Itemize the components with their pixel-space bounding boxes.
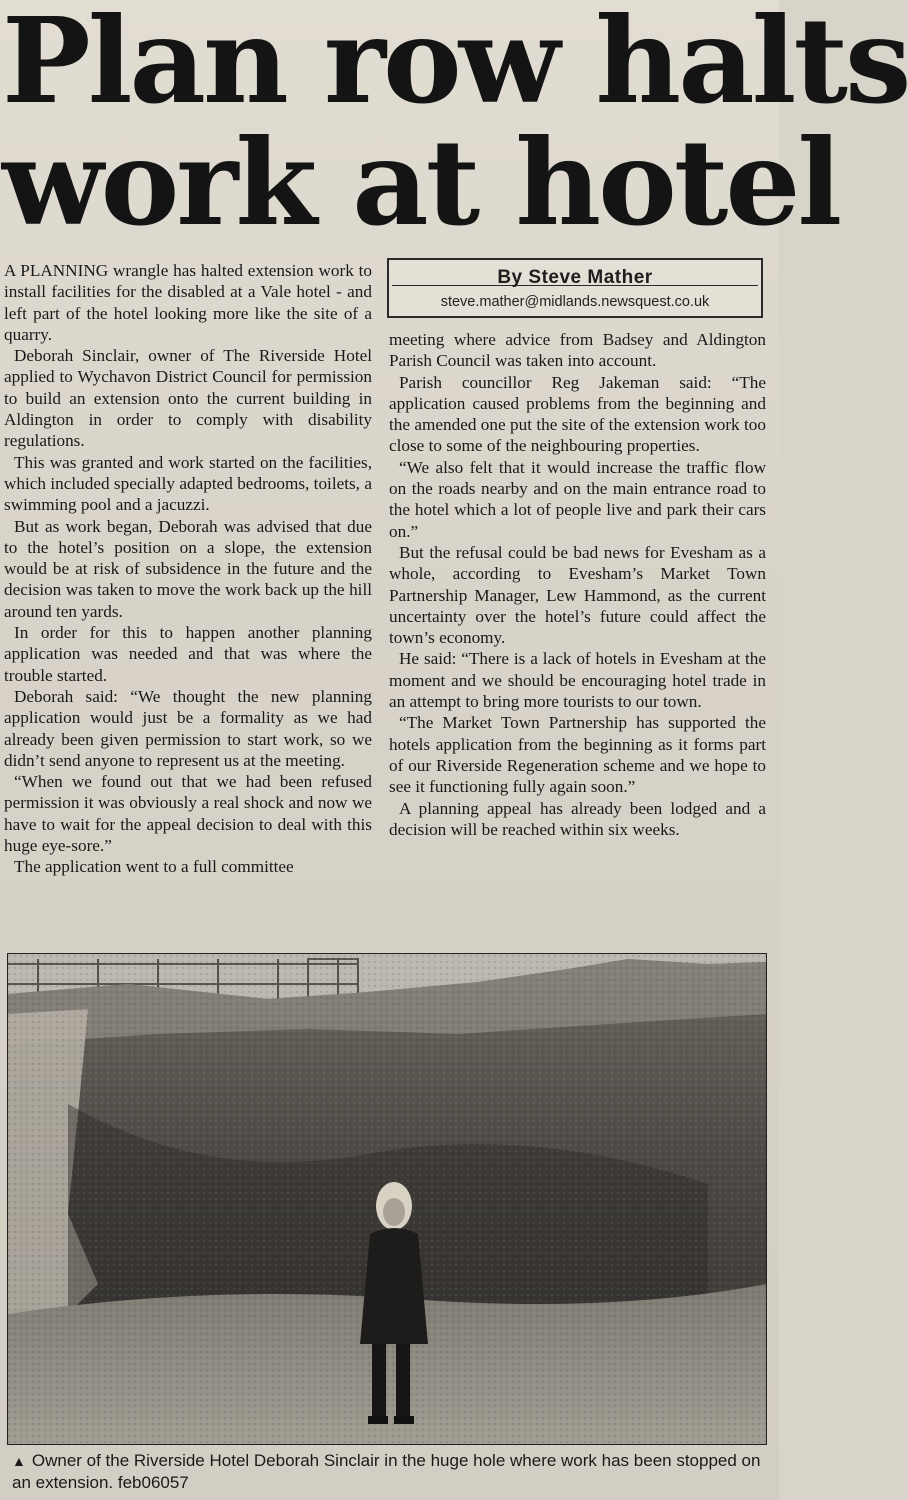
headline: [0, 0, 908, 252]
paragraph: “We also felt that it would increase the traffic flow on the roads nearby and on the main entrance road to the hotel which a lot of people live and park their cars on.”: [389, 457, 766, 541]
paragraph: “The Market Town Partnership has supported the hotels application from the beginning as it forms part of our Riverside Regeneration scheme and we hope to see it functioning fully again soon.”: [389, 713, 766, 797]
article-photo: [7, 953, 767, 1445]
byline-email: steve.mather@midlands.newsquest.co.uk: [440, 294, 710, 310]
paragraph: A planning appeal has already been lodged and a decision will be reached within six weeks.: [389, 798, 766, 839]
article-column-right: [389, 329, 766, 840]
byline-name: By Steve Mather: [497, 267, 653, 288]
paragraph: “When we found out that we had been refused permission it was obviously a real shock and now we have to wait for the appeal decision to deal with this huge eye-sore.”: [4, 772, 372, 856]
triangle-marker-icon: ▲: [12, 1453, 26, 1469]
paragraph: But the refusal could be bad news for Evesham as a whole, according to Evesham’s Market Town Partnership Manager, Lew Hammond, as the current uncertainty over the hotel’s future could affect the town’s economy.: [389, 542, 766, 648]
article-column-left: [4, 260, 372, 878]
byline-box: [387, 258, 763, 318]
headline-line-1: Plan row halts: [2, 0, 908, 130]
headline-line-2: work at hotel: [2, 113, 840, 252]
paragraph: Parish councillor Reg Jakeman said: “The application caused problems from the beginning and the amended one put the site of the extension work too close to some of the neighbouring properties.: [389, 372, 766, 456]
paragraph: This was granted and work started on the facilities, which included specially adapted bedrooms, toilets, a swimming pool and a jacuzzi.: [4, 452, 372, 515]
paragraph: He said: “There is a lack of hotels in Evesham at the moment and we should be encouraging hotel trade in an attempt to bring more tourists to our town.: [389, 649, 766, 712]
paragraph: meeting where advice from Badsey and Aldington Parish Council was taken into account.: [389, 330, 766, 371]
photo-caption: [12, 1450, 777, 1493]
paragraph: The application went to a full committee: [14, 857, 294, 877]
byline-name-frame: [392, 263, 758, 286]
paragraph: But as work began, Deborah was advised that due to the hotel’s position on a slope, the extension would be at risk of subsidence in the future and the decision was taken to move the work back up the hill around ten yards.: [4, 516, 372, 621]
photo-quarry-scene: [8, 954, 766, 1444]
caption-text: Owner of the Riverside Hotel Deborah Sinclair in the huge hole where work has been stopped on an extension. feb06057: [12, 1451, 761, 1492]
paragraph: Deborah said: “We thought the new planning application would just be a formality as we had already been given permission to start work, so we didn’t send anyone to represent us at the meeting.: [4, 686, 372, 770]
paragraph: A PLANNING wrangle has halted extension work to install facilities for the disabled at a Vale hotel - and left part of the hotel looking more like the site of a quarry.: [4, 261, 372, 344]
paragraph: In order for this to happen another planning application was needed and that was where the trouble started.: [4, 623, 372, 685]
paragraph: Deborah Sinclair, owner of The Riverside Hotel applied to Wychavon District Council for permission to build an extension onto the current building in Aldington in order to comply with disability regulations.: [4, 346, 372, 451]
